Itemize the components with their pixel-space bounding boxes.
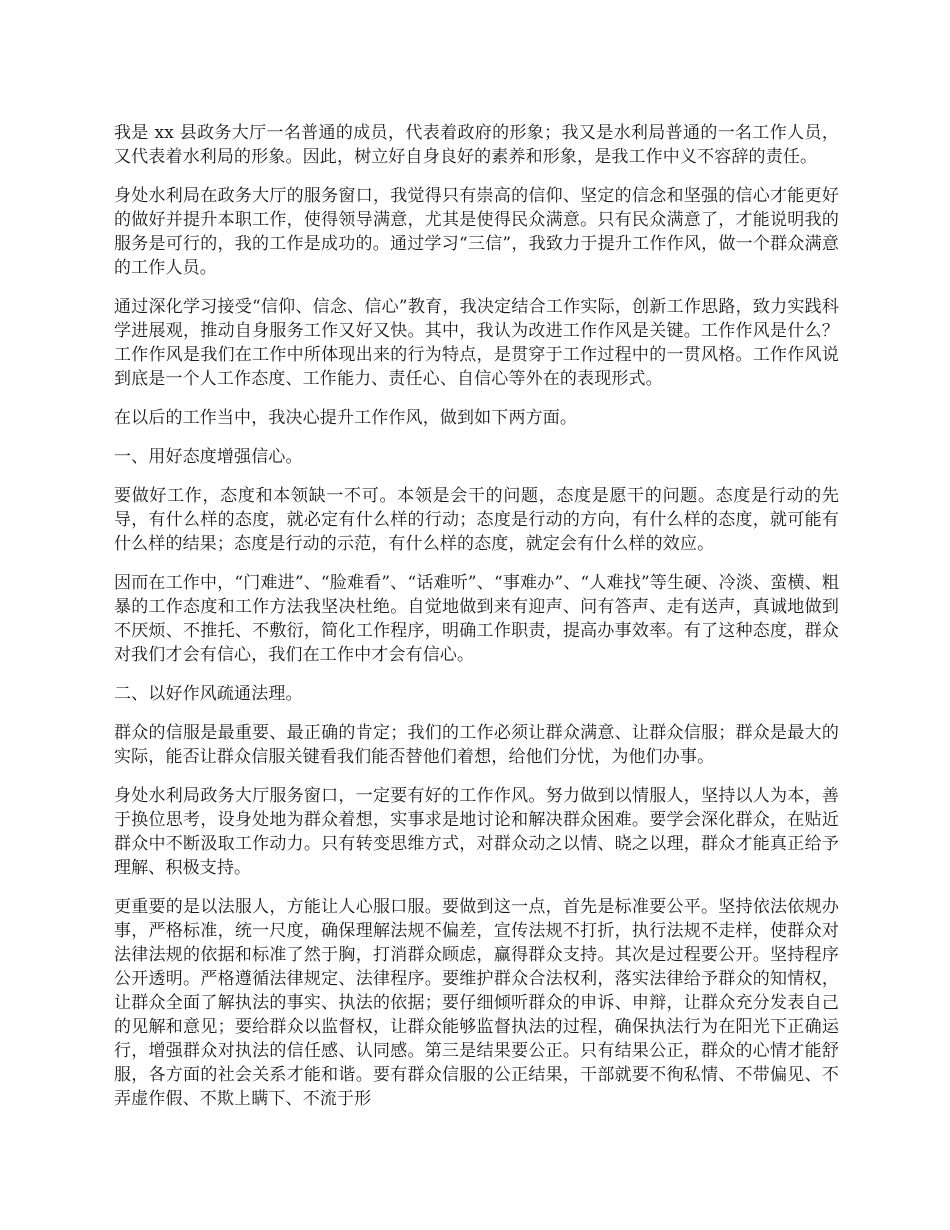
section-heading-2: 二、以好作风疏通法理。 xyxy=(114,684,303,704)
paragraph-work-methods: 因而在工作中，“门难进”、“脸难看”、“话难听”、“事难办”、“人难找”等生硬、冷淡、蛮横、粗暴的工作态度和工作方法我坚决杜绝。自觉地做到来有迎声、问有答声、走有送声，真诚地做到不厌烦、不推托、不敷衍，简化工作程序，明确工作职责，提高办事效率。有了这种态度，群众对我们才会有信心，我们在工作中才会有信心。 xyxy=(114,573,839,665)
paragraph-work-style: 身处水利局政务大厅服务窗口，一定要有好的工作作风。努力做到以情服人，坚持以人为本，善于换位思考，设身处地为群众着想，实事求是地讨论和解决群众困难。要学会深化群众，在贴近群众中不断汲取工作动力。只有转变思维方式，对群众动之以情、晓之以理，群众才能真正给予理解、积极支持。 xyxy=(114,786,839,878)
section-heading-1: 一、用好态度增强信心。 xyxy=(114,447,303,467)
paragraph-resolution: 在以后的工作当中，我决心提升工作作风，做到如下两方面。 xyxy=(114,408,578,428)
paragraph-intro: 我是 xx 县政务大厅一名普通的成员，代表着政府的形象；我又是水利局普通的一名工作人员，又代表着水利局的形象。因此，树立好自身良好的素养和形象，是我工作中义不容辞的责任。 xyxy=(114,123,839,167)
paragraph-service-window: 身处水利局在政务大厅的服务窗口，我觉得只有崇高的信仰、坚定的信念和坚强的信心才能更好的做好并提升本职工作，使得领导满意，尤其是使得民众满意。只有民众满意了，才能说明我的服务是可行的，我的工作是成功的。通过学习“三信”，我致力于提升工作作风，做一个群众满意的工作人员。 xyxy=(114,186,839,278)
paragraph-attitude: 要做好工作，态度和本领缺一不可。本领是会干的问题，态度是愿干的问题。态度是行动的先导，有什么样的态度，就必定有什么样的行动；态度是行动的方向，有什么样的态度，就可能有什么样的结果；态度是行动的示范，有什么样的态度，就定会有什么样的效应。 xyxy=(114,486,839,554)
document-body xyxy=(114,121,839,1126)
paragraph-education: 通过深化学习接受“信仰、信念、信心”教育，我决定结合工作实际，创新工作思路，致力实践科学进展观，推动自身服务工作又好又快。其中，我认为改进工作作风是关键。工作作风是什么？工作作风是我们在工作中所体现出来的行为特点，是贯穿于工作过程中的一贯风格。工作作风说到底是一个人工作态度、工作能力、责任心、自信心等外在的表现形式。 xyxy=(114,297,839,389)
paragraph-rule-of-law: 更重要的是以法服人，方能让人心服口服。要做到这一点，首先是标准要公平。坚持依法依规办事，严格标准，统一尺度，确保理解法规不偏差，宣传法规不打折，执行法规不走样，使群众对法律法规的依据和标准了然于胸，打消群众顾虑，赢得群众支持。其次是过程要公开。坚持程序公开透明。严格遵循法律规定、法律程序。要维护群众合法权利，落实法律给予群众的知情权，让群众全面了解执法的事实、执法的依据；要仔细倾听群众的申诉、申辩，让群众充分发表自己的见解和意见；要给群众以监督权，让群众能够监督执法的过程，确保执法行为在阳光下正确运行，增强群众对执法的信任感、认同感。第三是结果要公正。只有结果公正，群众的心情才能舒服，各方面的社会关系才能和谐。要有群众信服的公正结果，干部就要不徇私情、不带偏见、不弄虚作假、不欺上瞒下、不流于形 xyxy=(114,897,839,1109)
paragraph-public-trust: 群众的信服是最重要、最正确的肯定；我们的工作必须让群众满意、让群众信服；群众是最大的实际，能否让群众信服关键看我们能否替他们着想，给他们分忧，为他们办事。 xyxy=(114,723,839,767)
